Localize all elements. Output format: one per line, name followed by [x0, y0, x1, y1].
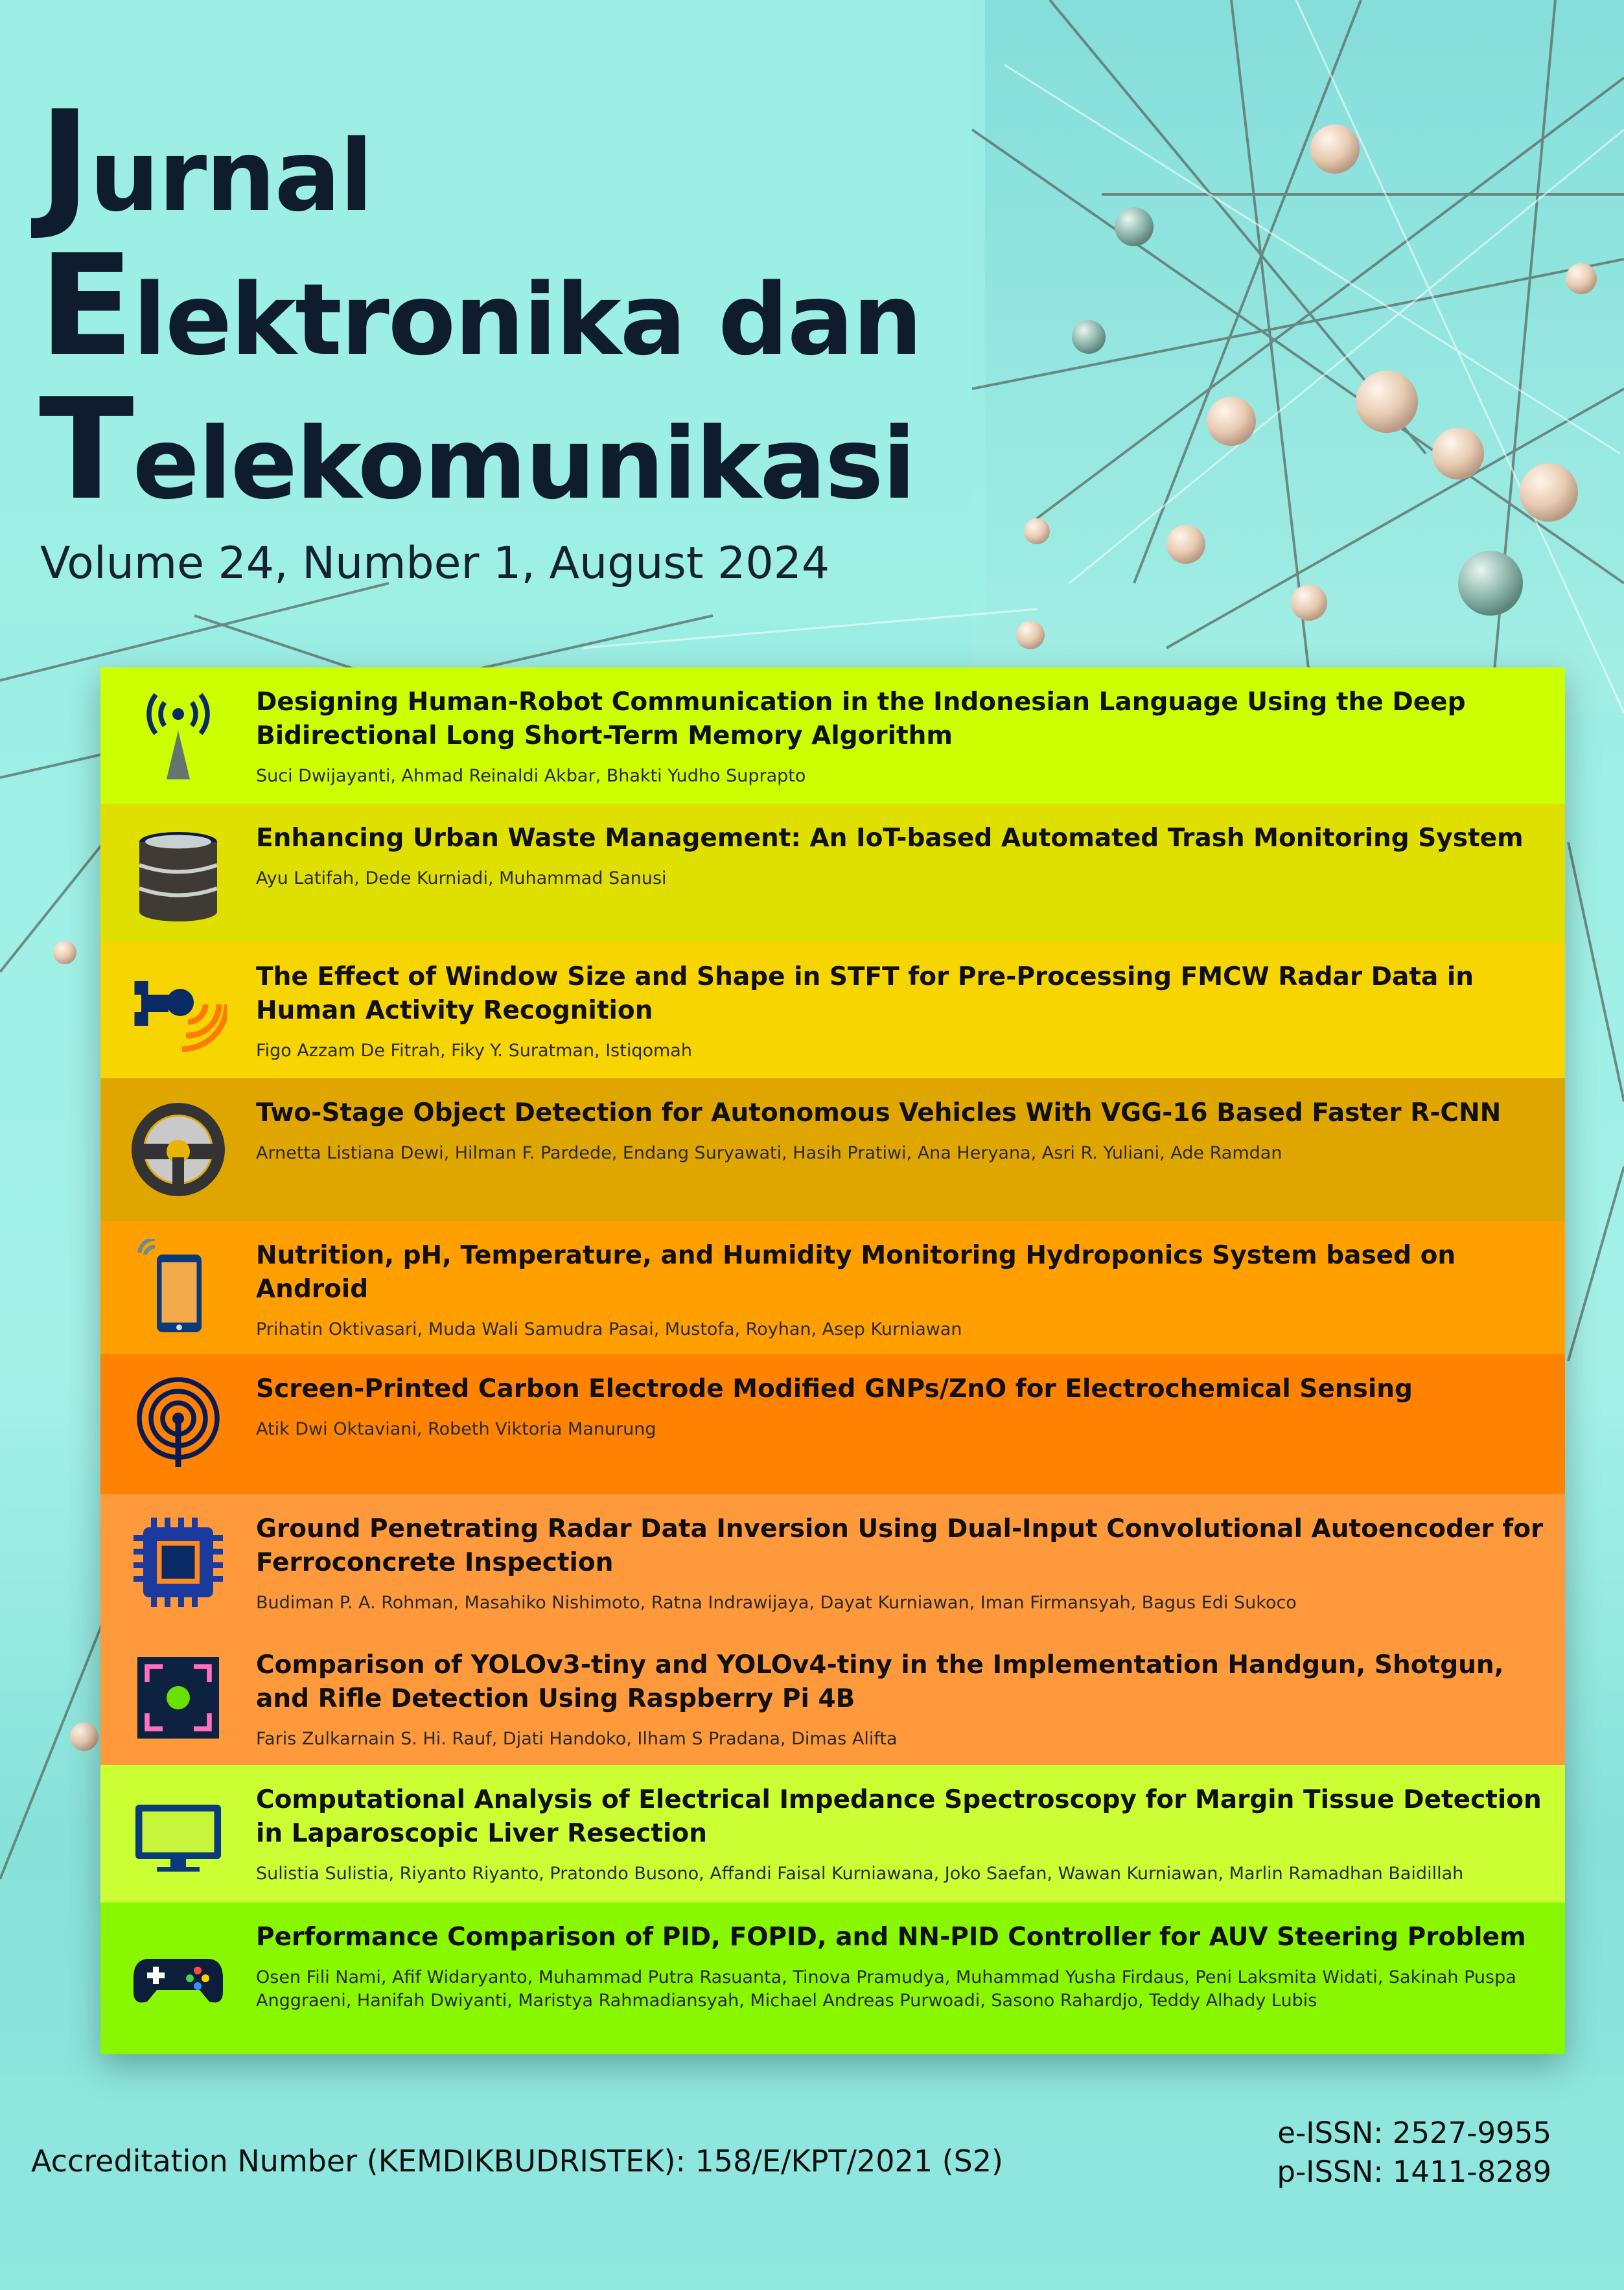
article-authors: Sulistia Sulistia, Riyanto Riyanto, Pratondo Busono, Affandi Faisal Kurniawana, Joko Saefan, Wawan Kurniawan, Marlin Ramadhan Baidillah — [256, 1864, 1464, 1884]
issn-block — [1277, 2114, 1551, 2192]
article-authors: Osen Fili Nami, Afif Widaryanto, Muhammad Putra Rasuanta, Tinova Pramudya, Muhammad Yusha Firdaus, Peni Laksmita Widati, Sakinah Puspa Anggraeni, Hanifah Dwiyanti, Maristya Rahmadiansyah, Michael Andreas Purwoadi, Sasono Rahardjo, Teddy Alhady Lubis — [256, 1967, 1516, 2011]
article-title: Enhancing Urban Waste Management: An IoT-based Automated Trash Monitoring System — [256, 824, 1524, 853]
article-title: Two-Stage Object Detection for Autonomous Vehicles With VGG-16 Based Faster R-CNN — [256, 1098, 1502, 1128]
volume-info: Volume 24, Number 1, August 2024 — [40, 538, 830, 589]
title-line-2: Elektronika dan — [39, 224, 922, 387]
target-frame-icon — [120, 1630, 237, 1765]
article-authors: Faris Zulkarnain S. Hi. Rauf, Djati Handoko, Ilham S Pradana, Dimas Alifta — [256, 1729, 898, 1749]
article-title: Performance Comparison of PID, FOPID, and NN-PID Controller for AUV Steering Problem — [256, 1923, 1526, 1952]
article-authors: Budiman P. A. Rohman, Masahiko Nishimoto, Ratna Indrawijaya, Dayat Kurniawan, Iman Firmansyah, Bagus Edi Sukoco — [256, 1593, 1297, 1613]
article-title: Screen-Printed Carbon Electrode Modified GNPs/ZnO for Electrochemical Sensing — [256, 1374, 1413, 1404]
article-authors: Prihatin Oktivasari, Muda Wali Samudra Pasai, Mustofa, Royhan, Asep Kurniawan — [256, 1319, 962, 1339]
chip-icon — [120, 1494, 237, 1630]
gamepad-icon — [120, 1903, 237, 2054]
broadcast-icon — [120, 1354, 237, 1494]
article-row[interactable] — [100, 942, 1565, 1078]
article-row[interactable] — [100, 1765, 1565, 1903]
antenna-tower-icon — [120, 667, 237, 804]
steering-wheel-icon — [120, 1078, 237, 1221]
eissn: e-ISSN: 2527-9955 — [1277, 2116, 1551, 2150]
article-title: Designing Human-Robot Communication in the Indonesian Language Using the Deep Bidirectional Long Short-Term Memory Algorithm — [256, 688, 1466, 750]
pissn: p-ISSN: 1411-8289 — [1277, 2155, 1551, 2189]
article-authors: Figo Azzam De Fitrah, Fiky Y. Suratman, Istiqomah — [256, 1041, 692, 1061]
title-line-1: Jurnal — [39, 80, 373, 243]
article-row[interactable] — [100, 667, 1565, 804]
article-authors: Atik Dwi Oktaviani, Robeth Viktoria Manurung — [256, 1419, 656, 1439]
article-title: Computational Analysis of Electrical Impedance Spectroscopy for Margin Tissue Detection in Laparoscopic Liver Resection — [256, 1785, 1542, 1848]
table-of-contents — [100, 667, 1565, 2054]
article-row[interactable] — [100, 1354, 1565, 1494]
accreditation-number: Accreditation Number (KEMDIKBUDRISTEK): 158/E/KPT/2021 (S2) — [31, 2144, 1003, 2179]
article-row[interactable] — [100, 1078, 1565, 1221]
article-row[interactable] — [100, 1630, 1565, 1765]
article-authors: Arnetta Listiana Dewi, Hilman F. Pardede, Endang Suryawati, Hasih Pratiwi, Ana Heryana, Asri R. Yuliani, Ade Ramdan — [256, 1143, 1282, 1163]
article-authors: Ayu Latifah, Dede Kurniadi, Muhammad Sanusi — [256, 868, 667, 888]
journal-title — [39, 80, 1011, 531]
article-title: Nutrition, pH, Temperature, and Humidity Monitoring Hydroponics System based on Android — [256, 1241, 1456, 1304]
smartphone-icon — [120, 1221, 237, 1354]
title-line-3: Telekomunikasi — [39, 368, 915, 531]
article-authors: Suci Dwijayanti, Ahmad Reinaldi Akbar, Bhakti Yudho Suprapto — [256, 766, 806, 786]
article-row[interactable] — [100, 1221, 1565, 1354]
monitor-icon — [120, 1765, 237, 1903]
article-title: The Effect of Window Size and Shape in STFT for Pre-Processing FMCW Radar Data in Human Activity Recognition — [256, 962, 1474, 1025]
article-row[interactable] — [100, 804, 1565, 942]
satellite-icon — [120, 942, 237, 1078]
article-row[interactable] — [100, 1903, 1565, 2054]
article-title: Comparison of YOLOv3-tiny and YOLOv4-tiny in the Implementation Handgun, Shotgun, and Rifle Detection Using Raspberry Pi 4B — [256, 1650, 1504, 1713]
article-row[interactable] — [100, 1494, 1565, 1630]
database-icon — [120, 804, 237, 942]
article-title: Ground Penetrating Radar Data Inversion Using Dual-Input Convolutional Autoencoder for Ferroconcrete Inspection — [256, 1514, 1544, 1577]
